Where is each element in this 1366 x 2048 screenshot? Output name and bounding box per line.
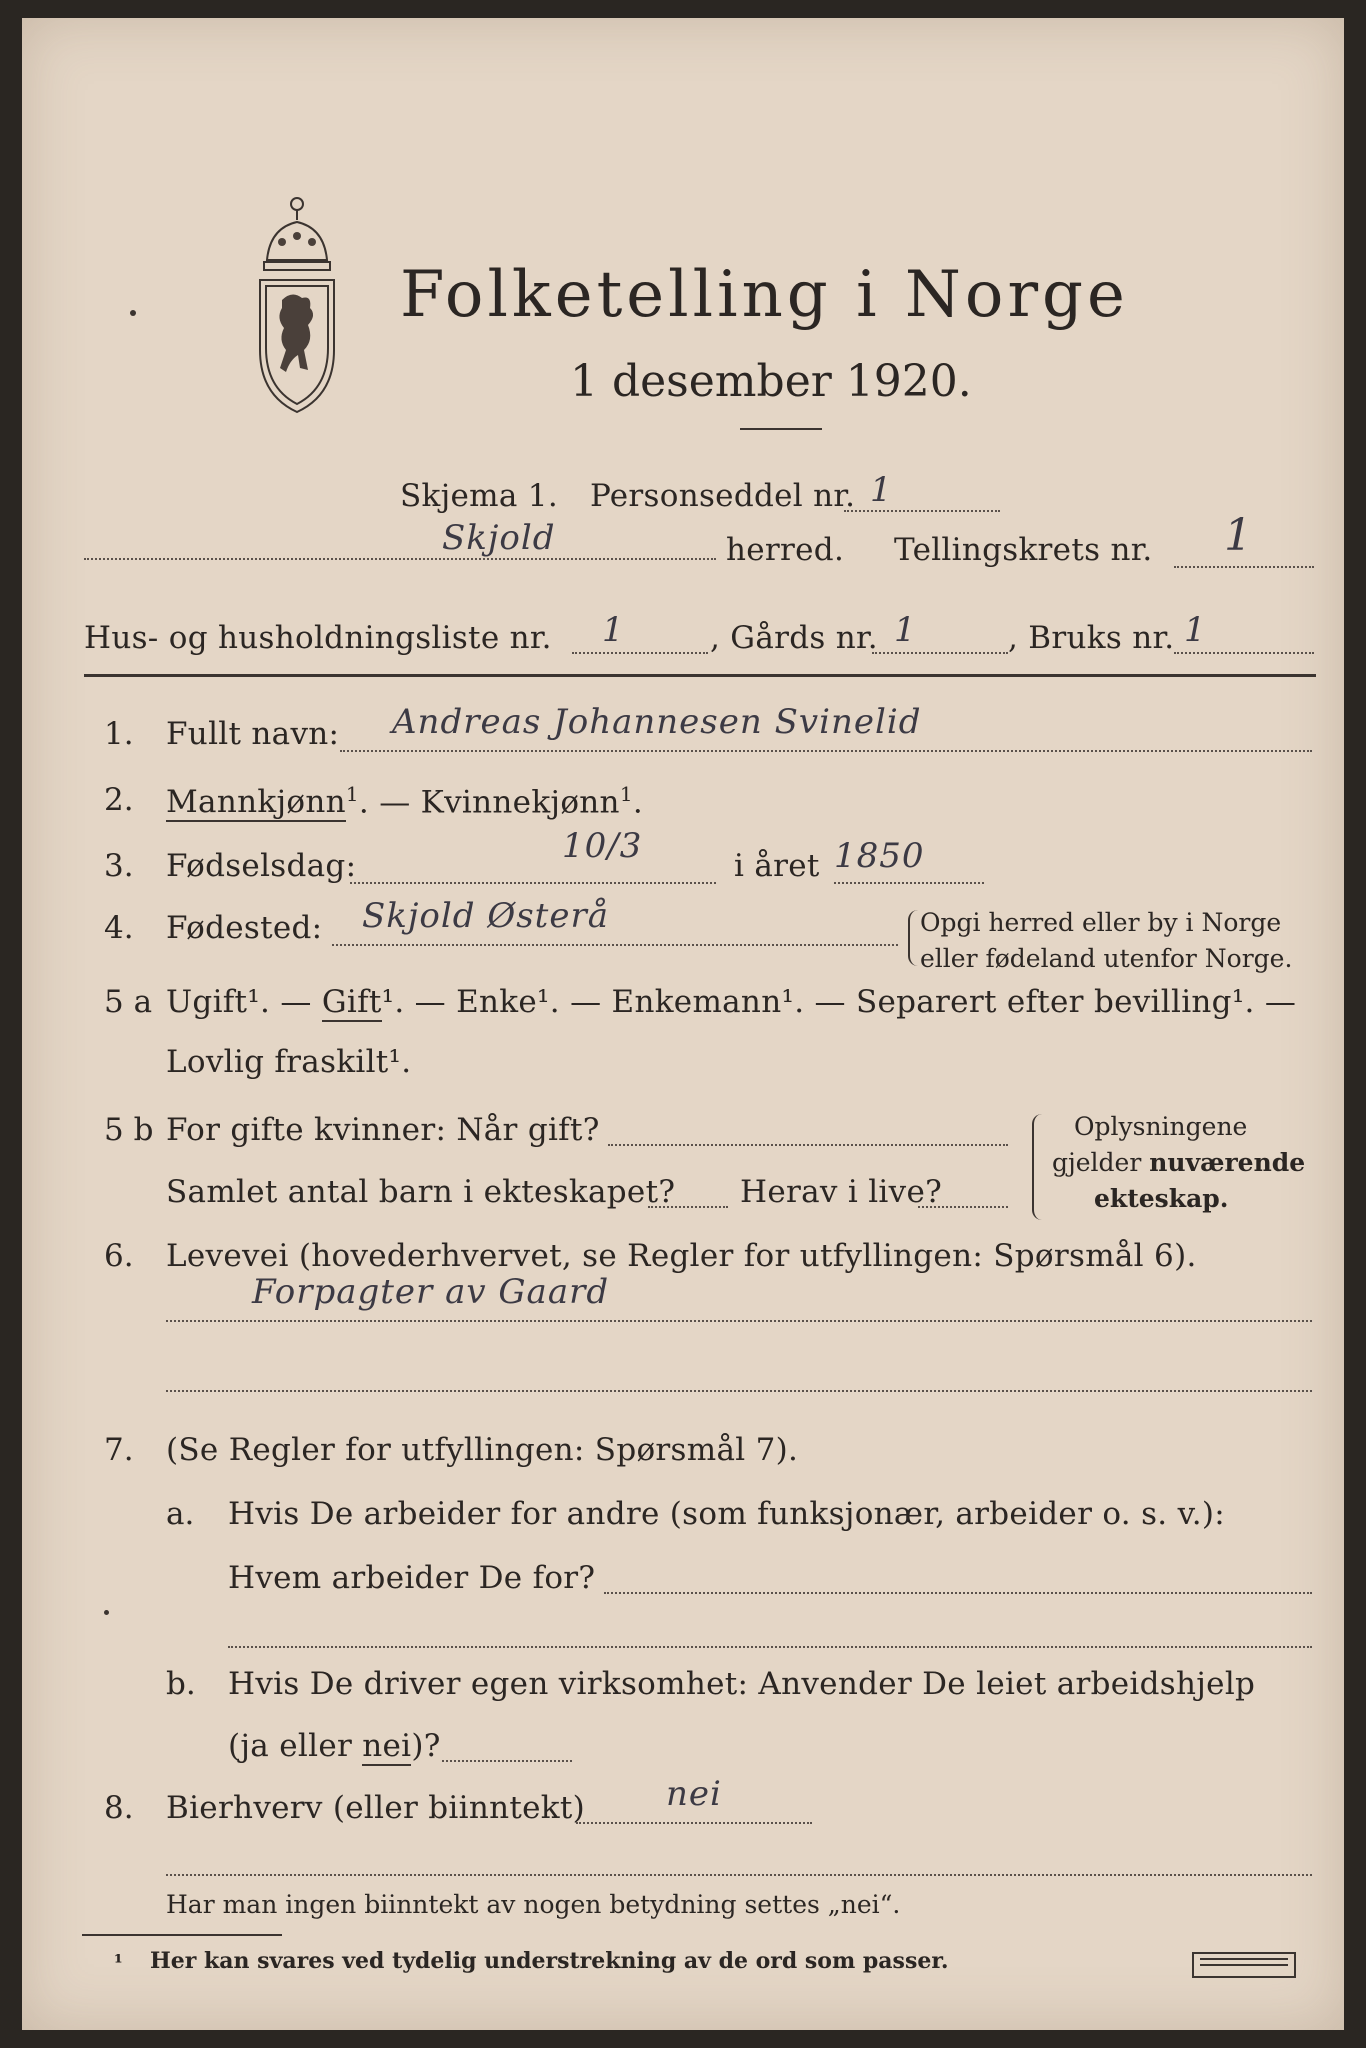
q2-separator: . — bbox=[358, 784, 421, 821]
bruks-label: , Bruks nr. bbox=[1008, 620, 1175, 656]
q3-label: Fødselsdag: bbox=[166, 848, 357, 884]
q7a-line2: Hvem arbeider De for? bbox=[228, 1560, 596, 1596]
q3-year-line bbox=[834, 882, 984, 884]
q8-side-income-value[interactable]: nei bbox=[666, 1774, 722, 1814]
footnote-rule bbox=[82, 1934, 282, 1936]
personseddel-label: Personseddel nr. bbox=[590, 478, 856, 514]
husliste-label: Hus- og husholdningsliste nr. bbox=[84, 620, 552, 656]
q8-number: 8. bbox=[104, 1790, 134, 1826]
q5b-alive-label: Herav i live? bbox=[740, 1174, 943, 1210]
q4-label: Fødested: bbox=[166, 910, 323, 946]
q5b-married-line bbox=[608, 1144, 1008, 1146]
footer-note: Har man ingen biinntekt av nogen betydning settes „nei“. bbox=[166, 1890, 901, 1919]
q7-label: (Se Regler for utfyllingen: Spørsmål 7). bbox=[166, 1432, 799, 1468]
bruks-value[interactable]: 1 bbox=[1184, 610, 1207, 650]
q5a-number: 5 a bbox=[104, 984, 153, 1020]
q8-line bbox=[576, 1822, 812, 1824]
title-divider bbox=[740, 428, 822, 430]
personseddel-value[interactable]: 1 bbox=[870, 470, 893, 510]
q1-line bbox=[340, 750, 1312, 752]
q4-note-line1: Opgi herred eller by i Norge bbox=[920, 908, 1282, 937]
q5b-note-line2 bbox=[1052, 1148, 1305, 1177]
header-divider bbox=[84, 674, 1316, 677]
q7-number: 7. bbox=[104, 1432, 134, 1468]
herred-line bbox=[84, 558, 716, 560]
gards-label: , Gårds nr. bbox=[710, 620, 878, 656]
herred-label: herred. bbox=[726, 532, 845, 568]
census-form-page bbox=[22, 18, 1344, 2030]
q3-number: 3. bbox=[104, 848, 134, 884]
q2-male-option[interactable]: Mannkjønn bbox=[166, 784, 346, 821]
q6-occupation-value[interactable]: Forpagter av Gaard bbox=[252, 1272, 610, 1312]
q2-female-option[interactable]: Kvinnekjønn bbox=[420, 784, 620, 821]
q7b-line1: Hvis De driver egen virksomhet: Anvender De leiet arbeidshjelp bbox=[228, 1666, 1256, 1702]
gards-value[interactable]: 1 bbox=[894, 610, 917, 650]
q6-number: 6. bbox=[104, 1238, 134, 1274]
q3-year-label: i året bbox=[734, 848, 820, 884]
q4-brace bbox=[908, 910, 918, 966]
margin-dot bbox=[130, 310, 136, 316]
tellingskrets-line bbox=[1174, 566, 1314, 568]
q7a-line-2 bbox=[228, 1646, 1312, 1648]
q7a-line1: Hvis De arbeider for andre (som funksjonær, arbeider o. s. v.): bbox=[228, 1496, 1226, 1532]
q1-number: 1. bbox=[104, 716, 134, 752]
husliste-line bbox=[572, 652, 708, 654]
q2-sex-options bbox=[166, 782, 643, 820]
q8-line-2 bbox=[166, 1874, 1312, 1876]
q2-number: 2. bbox=[104, 782, 134, 818]
q2-footnote-mark: 1 bbox=[345, 782, 359, 806]
q4-birthplace-value[interactable]: Skjold Østerå bbox=[362, 896, 609, 936]
q7a-letter: a. bbox=[166, 1496, 195, 1532]
herred-value[interactable]: Skjold bbox=[442, 518, 556, 558]
q5b-alive-line bbox=[918, 1206, 1008, 1208]
q1-full-name-value[interactable]: Andreas Johannesen Svinelid bbox=[392, 702, 922, 742]
schema-label: Skjema 1. bbox=[400, 478, 558, 514]
coat-of-arms-icon bbox=[242, 190, 352, 420]
tellingskrets-label: Tellingskrets nr. bbox=[894, 532, 1153, 568]
q5b-children-line bbox=[648, 1206, 728, 1208]
q3-day-line bbox=[350, 882, 716, 884]
q3-year-value[interactable]: 1850 bbox=[834, 836, 925, 876]
q4-line bbox=[332, 944, 898, 946]
census-date: 1 desember 1920. bbox=[570, 356, 972, 407]
husliste-value[interactable]: 1 bbox=[602, 610, 625, 650]
q8-label: Bierhverv (eller biinntekt) bbox=[166, 1790, 586, 1826]
personseddel-line bbox=[844, 510, 1000, 512]
gards-line bbox=[872, 652, 1008, 654]
q5a-line2[interactable]: Lovlig fraskilt¹. bbox=[166, 1044, 412, 1080]
q4-number: 4. bbox=[104, 910, 134, 946]
margin-dot-2 bbox=[104, 1610, 109, 1615]
q5a-ugift-option[interactable]: Ugift¹. — bbox=[166, 984, 322, 1020]
q6-line1 bbox=[166, 1320, 1312, 1322]
q5b-note-bold: nuværende bbox=[1149, 1148, 1306, 1177]
q5b-brace bbox=[1032, 1114, 1044, 1220]
q2-end: . bbox=[632, 784, 643, 821]
q7a-line bbox=[604, 1592, 1312, 1594]
footnote-text: Her kan svares ved tydelig understrekning av de ord som passer. bbox=[150, 1948, 949, 1974]
q7b-end: )? bbox=[411, 1728, 441, 1764]
form-title: Folketelling i Norge bbox=[400, 258, 1129, 332]
q5b-number: 5 b bbox=[104, 1112, 154, 1148]
q3-birthdate-value[interactable]: 10/3 bbox=[562, 826, 643, 866]
q4-note-line2: eller fødeland utenfor Norge. bbox=[920, 944, 1293, 973]
q5b-line1: For gifte kvinner: Når gift? bbox=[166, 1112, 600, 1148]
q7b-nei-option[interactable]: nei bbox=[362, 1728, 412, 1764]
q5a-gift-option[interactable]: Gift bbox=[321, 984, 382, 1020]
bruks-line bbox=[1174, 652, 1314, 654]
q7b-ja-option[interactable]: (ja eller bbox=[228, 1728, 363, 1764]
footnote-mark: ¹ bbox=[114, 1950, 123, 1974]
q5b-note-text: gjelder bbox=[1052, 1148, 1150, 1177]
q7b-line2 bbox=[228, 1728, 441, 1764]
tellingskrets-value[interactable]: 1 bbox=[1224, 510, 1253, 561]
q7b-line bbox=[442, 1760, 572, 1762]
q5b-line2: Samlet antal barn i ekteskapet? bbox=[166, 1174, 676, 1210]
printer-stamp bbox=[1192, 1952, 1296, 1978]
q5a-other-options[interactable]: ¹. — Enke¹. — Enkemann¹. — Separert efter bevilling¹. — bbox=[381, 984, 1297, 1020]
q1-label: Fullt navn: bbox=[166, 716, 340, 752]
q6-label: Levevei (hovederhvervet, se Regler for utfyllingen: Spørsmål 6). bbox=[166, 1238, 1197, 1274]
q5a-options bbox=[166, 984, 1296, 1020]
q5b-note-line1: Oplysningene bbox=[1074, 1112, 1248, 1141]
q7b-letter: b. bbox=[166, 1666, 196, 1702]
q5b-note-line3: ekteskap. bbox=[1094, 1184, 1229, 1213]
q6-line2 bbox=[166, 1390, 1312, 1392]
q2-footnote-mark-2: 1 bbox=[619, 782, 633, 806]
